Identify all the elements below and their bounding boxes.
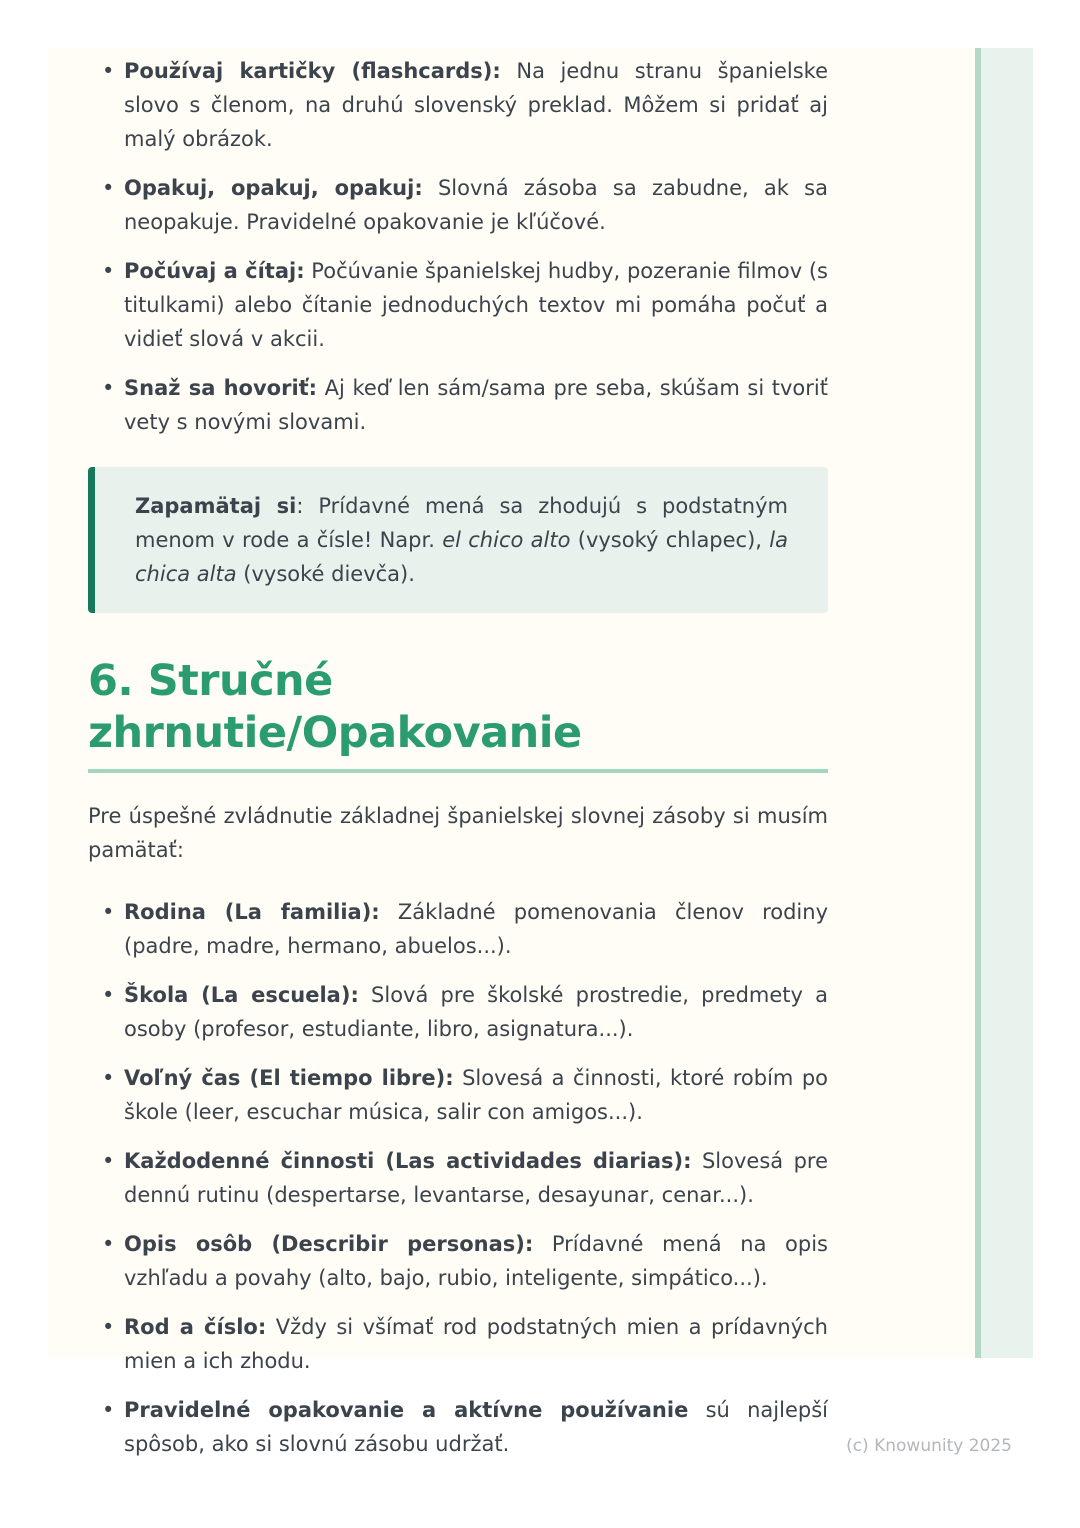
list-item bbox=[124, 895, 828, 963]
list-item-lead: Pravidelné opakovanie a aktívne používanie bbox=[124, 1398, 689, 1422]
list-item-text: Počúvanie španielskej hudby, pozeranie filmov (s titulkami) alebo čítanie jednoduchých textov mi pomáha počuť a vidieť slová v akcii. bbox=[124, 259, 828, 351]
list-item-lead: Používaj kartičky (flashcards): bbox=[124, 59, 501, 83]
section-intro: Pre úspešné zvládnutie základnej španielskej slovnej zásoby si musím pamätať: bbox=[88, 804, 828, 862]
list-item-text: Slovesá pre dennú rutinu (despertarse, levantarse, desayunar, cenar...). bbox=[124, 1149, 828, 1207]
section-heading: 6. Stručné zhrnutie/Opakovanie bbox=[88, 656, 582, 758]
list-item-lead: Snaž sa hovoriť: bbox=[124, 376, 318, 400]
list-item-text: sú najlepší spôsob, ako si slovnú zásobu udržať. bbox=[124, 1398, 828, 1456]
copyright-footer: (c) Knowunity 2025 bbox=[846, 1436, 1012, 1456]
section-underline bbox=[88, 769, 828, 773]
study-tips-list bbox=[88, 54, 828, 439]
list-item-text: Prídavné mená na opis vzhľadu a povahy (alto, bajo, rubio, inteligente, simpático...). bbox=[124, 1232, 828, 1290]
list-item-lead: Opis osôb (Describir personas): bbox=[124, 1232, 534, 1256]
document-content bbox=[88, 54, 828, 1476]
page-accent-bar bbox=[975, 48, 1033, 1358]
list-item bbox=[124, 54, 828, 156]
list-item-text: Základné pomenovania členov rodiny (padre, madre, hermano, abuelos...). bbox=[124, 900, 829, 958]
callout-example-1: el chico alto bbox=[442, 528, 571, 552]
list-item-lead: Škola (La escuela): bbox=[124, 983, 359, 1007]
summary-list bbox=[88, 895, 828, 1461]
list-item-lead: Počúvaj a čítaj: bbox=[124, 259, 305, 283]
list-item-lead: Opakuj, opakuj, opakuj: bbox=[124, 176, 423, 200]
list-item bbox=[124, 371, 828, 439]
list-item bbox=[124, 1310, 828, 1378]
list-item-text: Aj keď len sám/sama pre seba, skúšam si tvoriť vety s novými slovami. bbox=[124, 376, 828, 434]
list-item-text: Slová pre školské prostredie, predmety a osoby (profesor, estudiante, libro, asignatura...). bbox=[124, 983, 829, 1041]
list-item-text: Vždy si všímať rod podstatných mien a prídavných mien a ich zhodu. bbox=[124, 1315, 828, 1373]
list-item bbox=[124, 1061, 828, 1129]
list-item-text: Slovná zásoba sa zabudne, ak sa neopakuje. Pravidelné opakovanie je kľúčové. bbox=[124, 176, 828, 234]
list-item-lead: Voľný čas (El tiempo libre): bbox=[124, 1066, 454, 1090]
list-item bbox=[124, 1227, 828, 1295]
list-item-text: Slovesá a činnosti, ktoré robím po škole (leer, escuchar música, salir con amigos...). bbox=[124, 1066, 828, 1124]
list-item bbox=[124, 978, 828, 1046]
callout-note bbox=[88, 467, 828, 613]
callout-text: Zapamätaj si: Prídavné mená sa zhodujú s podstatným menom v rode a čísle! Napr. el chico alto (vysoký chlapec), la chica alta (vysoké dievča). bbox=[135, 494, 788, 586]
list-item-lead: Každodenné činnosti (Las actividades diarias): bbox=[124, 1149, 692, 1173]
list-item-lead: Rod a číslo: bbox=[124, 1315, 267, 1339]
list-item-lead: Rodina (La familia): bbox=[124, 900, 380, 924]
callout-example-2: la chica alta bbox=[135, 528, 788, 586]
list-item bbox=[124, 1144, 828, 1212]
list-item bbox=[124, 1393, 828, 1461]
callout-label: Zapamätaj si bbox=[135, 494, 297, 518]
list-item bbox=[124, 254, 828, 356]
list-item-text: Na jednu stranu španielske slovo s členom, na druhú slovenský preklad. Môžem si pridať aj malý obrázok. bbox=[124, 59, 828, 151]
list-item bbox=[124, 171, 828, 239]
